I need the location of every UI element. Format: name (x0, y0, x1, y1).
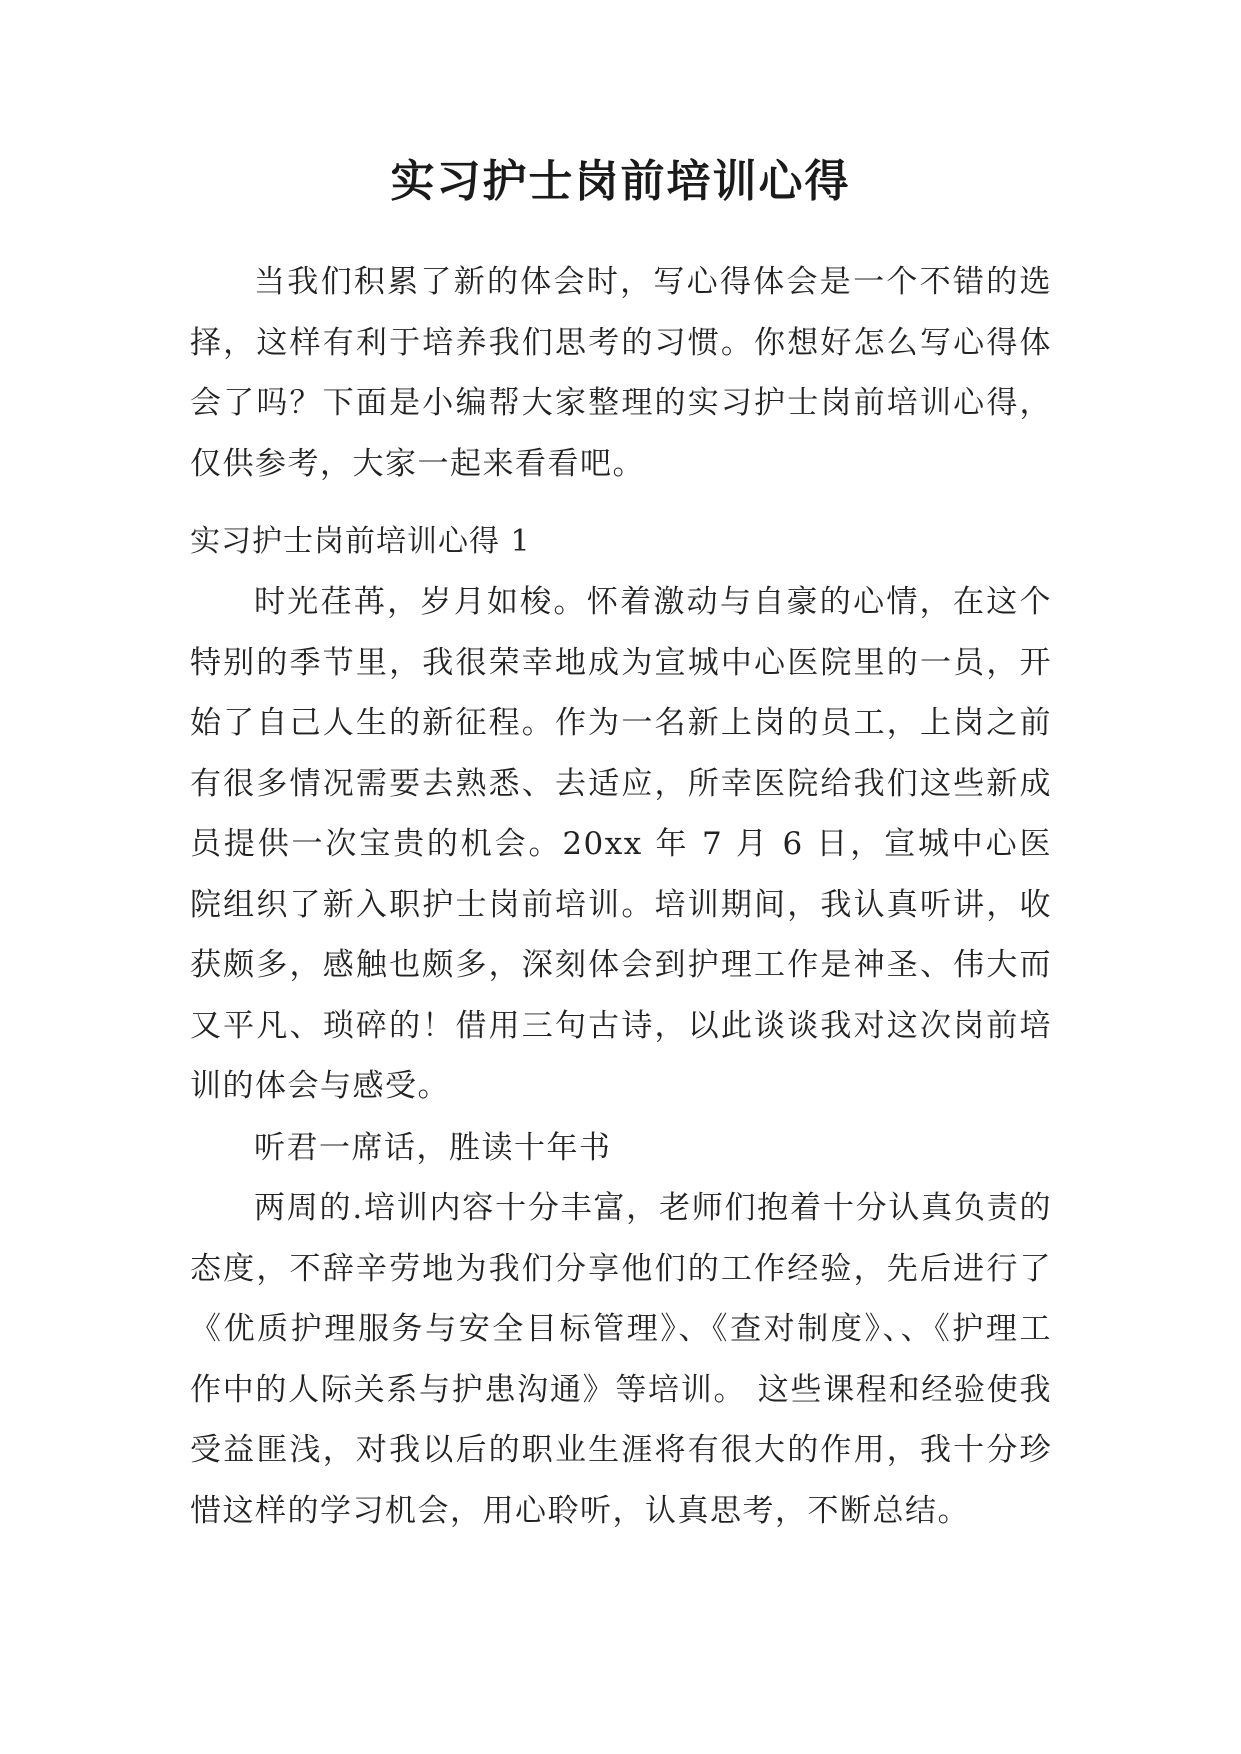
section-heading: 实习护士岗前培训心得 1 (190, 524, 531, 559)
body-paragraph-1: 时光荏苒，岁月如梭。怀着激动与自豪的心情，在这个特别的季节里，我很荣幸地成为宣城中心医院里的一员，开始了自己人生的新征程。作为一名新上岗的员工，上岗之前有很多情况需要去熟悉、去适应，所幸医院给我们这些新成员提供一次宝贵的机会。20xx 年 7 月 6 日，宣城中心医院组织了新入职护士岗前培训。培训期间，我认真听讲，收获颇多，感触也颇多，深刻体会到护理工作是神圣、伟大而又平凡、琐碎的！借用三句古诗，以此谈谈我对这次岗前培训的体会与感受。 (190, 584, 1052, 1104)
intro-paragraph: 当我们积累了新的体会时，写心得体会是一个不错的选择，这样有利于培养我们思考的习惯。你想好怎么写心得体会了吗？下面是小编帮大家整理的实习护士岗前培训心得，仅供参考，大家一起来看看吧。 (190, 264, 1052, 482)
document-title: 实习护士岗前培训心得 (390, 156, 851, 207)
subheading-paragraph: 听君一席话，胜读十年书 (254, 1130, 612, 1166)
body-paragraph-2: 两周的.培训内容十分丰富，老师们抱着十分认真负责的态度，不辞辛劳地为我们分享他们的工作经验，先后进行了《优质护理服务与安全目标管理》、《查对制度》、、《护理工作中的人际关系与护患沟通》等培训。 这些课程和经验使我受益匪浅，对我以后的职业生涯将有很大的作用，我十分珍惜这样的学习机会，用心聆听，认真思考，不断总结。 (190, 1190, 1052, 1529)
